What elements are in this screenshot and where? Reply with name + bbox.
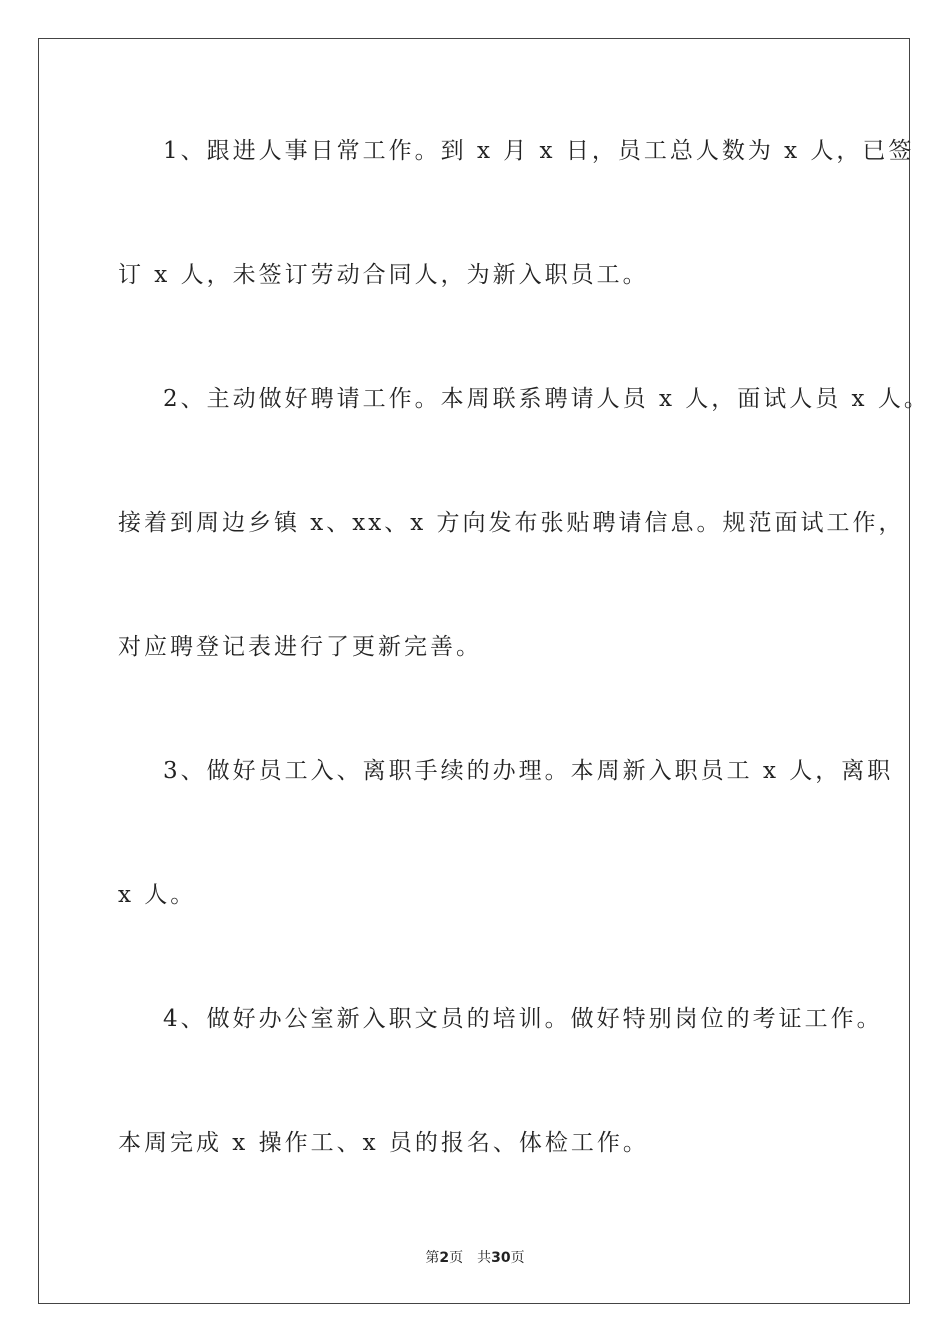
page-mid-text: 页 共 [449, 1250, 492, 1266]
paragraph-3-line-2: x 人。 [118, 882, 197, 908]
paragraph-2-line-1: 2、主动做好聘请工作。本周联系聘请人员 x 人，面试人员 x 人。 [163, 386, 930, 412]
page-total-number: 30 [491, 1250, 511, 1266]
page-prefix: 第 [425, 1250, 440, 1266]
page-frame [38, 38, 910, 1304]
paragraph-2-line-3: 对应聘登记表进行了更新完善。 [118, 634, 482, 660]
page-suffix: 页 [510, 1250, 525, 1266]
paragraph-4-line-1: 4、做好办公室新入职文员的培训。做好特别岗位的考证工作。 [163, 1006, 883, 1032]
paragraph-4-line-2: 本周完成 x 操作工、x 员的报名、体检工作。 [118, 1130, 649, 1156]
page-current-number: 2 [439, 1250, 450, 1266]
paragraph-1-line-1: 1、跟进人事日常工作。到 x 月 x 日，员工总人数为 x 人，已签 [163, 138, 915, 164]
page-footer [0, 1247, 950, 1267]
paragraph-1-line-2: 订 x 人，未签订劳动合同人，为新入职员工。 [118, 262, 649, 288]
paragraph-2-line-2: 接着到周边乡镇 x、xx、x 方向发布张贴聘请信息。规范面试工作， [118, 510, 905, 536]
paragraph-3-line-1: 3、做好员工入、离职手续的办理。本周新入职员工 x 人，离职 [163, 758, 894, 784]
